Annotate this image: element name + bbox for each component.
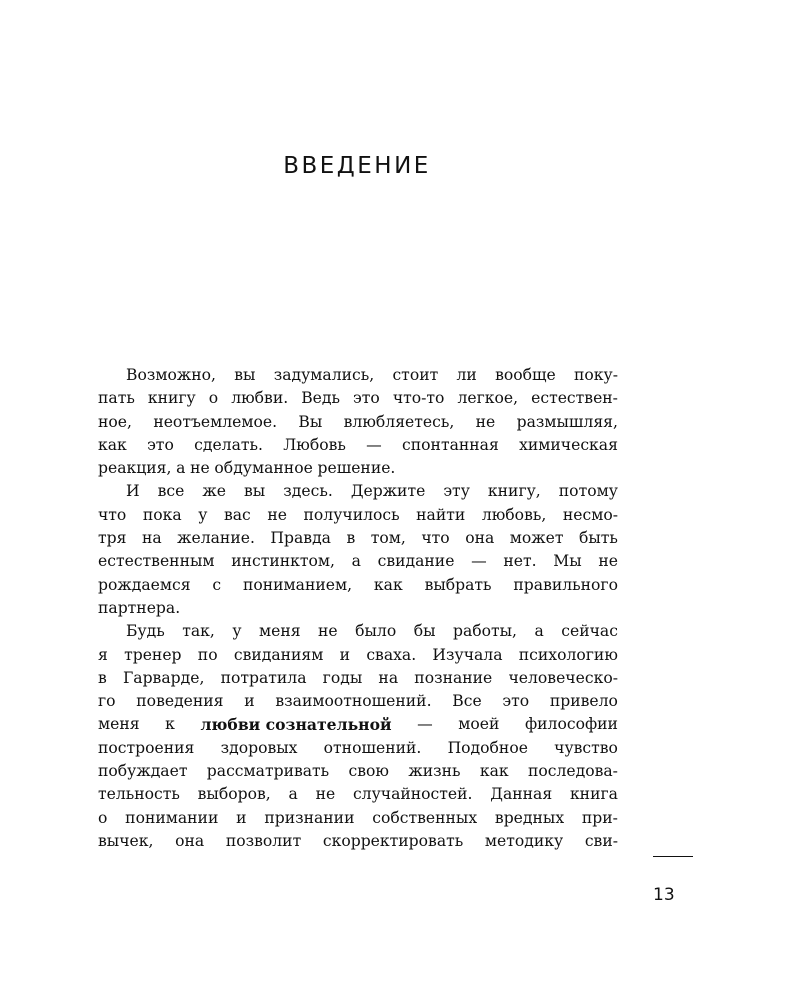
- text-line: [98, 783, 618, 806]
- word: бы: [413, 622, 436, 641]
- word: о: [98, 808, 108, 827]
- word: методику: [484, 831, 564, 850]
- word: как: [98, 435, 127, 454]
- word: на: [141, 529, 162, 548]
- word: спонтанная: [402, 435, 499, 454]
- word: вычек,: [98, 831, 154, 850]
- text-line: [98, 457, 618, 480]
- word: Держите: [350, 482, 426, 501]
- word: вы: [244, 482, 266, 501]
- body-text: [98, 364, 618, 853]
- word: а: [176, 459, 186, 478]
- word: Вы: [298, 412, 323, 431]
- word: она: [465, 529, 495, 548]
- text-line: [98, 830, 618, 853]
- word: пать: [98, 389, 135, 408]
- text-line: [98, 504, 618, 527]
- word: партнера.: [98, 598, 181, 617]
- word: инстинктом,: [231, 552, 335, 571]
- word: а: [534, 622, 544, 641]
- word: поку-: [574, 366, 618, 384]
- word: рассматривать: [206, 762, 330, 781]
- word: вредных: [494, 808, 565, 827]
- word: Данная: [490, 785, 553, 804]
- word: что: [421, 529, 450, 548]
- word: и: [339, 645, 351, 664]
- word: а: [351, 552, 361, 571]
- word: свою: [348, 762, 389, 781]
- text-line: [98, 550, 618, 573]
- word: ли: [456, 366, 477, 384]
- word: эту: [443, 482, 470, 501]
- word: том,: [370, 529, 406, 548]
- word: побуждает: [98, 762, 188, 781]
- text-line: [98, 434, 618, 457]
- word: обдуманное: [214, 459, 313, 478]
- word: позволит: [225, 831, 302, 850]
- word: ное,: [98, 412, 132, 431]
- word: Правда: [270, 529, 331, 548]
- word: книгу,: [487, 482, 541, 501]
- word: при-: [581, 808, 618, 827]
- word: человеческо-: [508, 668, 618, 687]
- word: естественным: [98, 552, 215, 571]
- word: несмо-: [562, 505, 618, 524]
- word: философии: [524, 715, 618, 734]
- text-line: [98, 364, 618, 387]
- word: к: [165, 715, 175, 734]
- word: жизнь: [408, 762, 461, 781]
- word: познание: [414, 668, 493, 687]
- word: было: [355, 622, 397, 641]
- word: быть: [579, 529, 618, 548]
- word: тря: [98, 529, 127, 548]
- word: —: [366, 435, 382, 454]
- word: на: [378, 668, 399, 687]
- text-line: [98, 644, 618, 667]
- word: не: [315, 785, 336, 804]
- word: это: [502, 692, 530, 711]
- word: отношений.: [323, 738, 422, 757]
- word: рождаемся: [98, 575, 191, 594]
- word: реакция,: [98, 459, 172, 478]
- word: задумались,: [273, 366, 375, 384]
- word: тельность: [98, 785, 180, 804]
- word: меня: [258, 622, 301, 641]
- word: и: [236, 808, 247, 827]
- word: же: [202, 482, 226, 501]
- word: последова-: [527, 762, 618, 781]
- word: пока: [142, 505, 182, 524]
- word: она: [175, 831, 205, 850]
- word: это: [147, 435, 174, 454]
- word: не: [475, 412, 496, 431]
- word: Гарварде,: [122, 668, 205, 687]
- word: сви-: [584, 831, 618, 850]
- word: взаимоотношений.: [275, 692, 432, 711]
- word: о: [208, 389, 219, 408]
- word: Подобное: [447, 738, 528, 757]
- page-number: 13: [653, 885, 675, 905]
- word: любовь,: [481, 505, 547, 524]
- text-line: [98, 574, 618, 597]
- word: Изучала: [432, 645, 503, 664]
- word: что-то: [392, 389, 445, 408]
- word: психологию: [518, 645, 618, 664]
- word: в: [346, 529, 356, 548]
- word: сделать.: [194, 435, 263, 454]
- word: так,: [182, 622, 215, 641]
- word: поведения: [136, 692, 224, 711]
- word: собственных: [372, 808, 478, 827]
- word: скорректировать: [322, 831, 464, 850]
- bold-term: любви сознательной: [200, 715, 392, 735]
- word: случайностей.: [352, 785, 473, 804]
- word: не: [267, 505, 287, 524]
- word: решение.: [317, 459, 396, 478]
- word: —: [471, 552, 487, 571]
- word: книга: [569, 785, 618, 804]
- word: меня: [98, 715, 140, 734]
- word: сейчас: [561, 622, 618, 641]
- word: построения: [98, 738, 195, 757]
- word: не: [318, 622, 338, 641]
- word: я: [98, 645, 108, 664]
- word: это: [353, 389, 380, 408]
- word: не: [598, 552, 618, 571]
- word: привело: [549, 692, 618, 711]
- word: у: [198, 505, 208, 524]
- word: у: [232, 622, 242, 641]
- word: вообще: [495, 366, 556, 384]
- word: что: [98, 505, 127, 524]
- word: Будь: [126, 622, 165, 641]
- word: —: [417, 715, 433, 734]
- text-line: [98, 667, 618, 690]
- word: Ведь: [301, 389, 340, 408]
- word: моей: [458, 715, 500, 734]
- word: правильного: [513, 575, 618, 594]
- word: Возможно,: [126, 366, 216, 384]
- word: и: [244, 692, 255, 711]
- text-line: [98, 620, 618, 643]
- text-line: [98, 760, 618, 783]
- word: с: [212, 575, 222, 594]
- word: желание.: [177, 529, 255, 548]
- word: стоит: [392, 366, 439, 384]
- word: работы,: [452, 622, 518, 641]
- word: по: [197, 645, 218, 664]
- word: химическая: [519, 435, 618, 454]
- word: Все: [452, 692, 482, 711]
- text-line: [98, 527, 618, 550]
- word: получилось: [303, 505, 400, 524]
- word: тренер: [124, 645, 182, 664]
- word: любви.: [231, 389, 289, 408]
- word: потратила: [220, 668, 307, 687]
- word: неотъемлемое.: [153, 412, 278, 431]
- word: потому: [558, 482, 618, 501]
- word: чувство: [554, 738, 618, 757]
- word: в: [98, 668, 107, 687]
- word: как: [373, 575, 403, 594]
- chapter-title: ВВЕДЕНИЕ: [283, 153, 431, 179]
- word: И: [126, 482, 140, 501]
- text-line: [98, 411, 618, 434]
- word: легкое,: [457, 389, 519, 408]
- word: го: [98, 692, 116, 711]
- word: вас: [223, 505, 251, 524]
- word: а: [288, 785, 298, 804]
- word: сваха.: [366, 645, 417, 664]
- word: понимании: [125, 808, 219, 827]
- word: размышляя,: [516, 412, 618, 431]
- word: может: [509, 529, 564, 548]
- word: здесь.: [283, 482, 333, 501]
- word: Любовь: [283, 435, 346, 454]
- word: нет.: [503, 552, 537, 571]
- page-number-rule: [653, 856, 693, 857]
- word: признании: [264, 808, 355, 827]
- word: Мы: [553, 552, 582, 571]
- word: найти: [416, 505, 466, 524]
- word: годы: [322, 668, 363, 687]
- word: книгу: [147, 389, 196, 408]
- text-line: [98, 737, 618, 760]
- text-line: [98, 480, 618, 503]
- word: выбрать: [424, 575, 492, 594]
- word: не: [190, 459, 210, 478]
- text-line: [98, 597, 618, 620]
- text-line: [98, 387, 618, 410]
- word: влюбляетесь,: [343, 412, 455, 431]
- word: здоровых: [220, 738, 298, 757]
- text-line: [98, 690, 618, 713]
- word: свидание: [377, 552, 455, 571]
- word: выборов,: [197, 785, 271, 804]
- word: все: [157, 482, 185, 501]
- word: как: [479, 762, 509, 781]
- word: свиданиям: [233, 645, 324, 664]
- word: естествен-: [531, 389, 618, 408]
- text-line: [98, 713, 618, 736]
- word: пониманием,: [242, 575, 353, 594]
- text-line: [98, 807, 618, 830]
- word: вы: [234, 366, 256, 384]
